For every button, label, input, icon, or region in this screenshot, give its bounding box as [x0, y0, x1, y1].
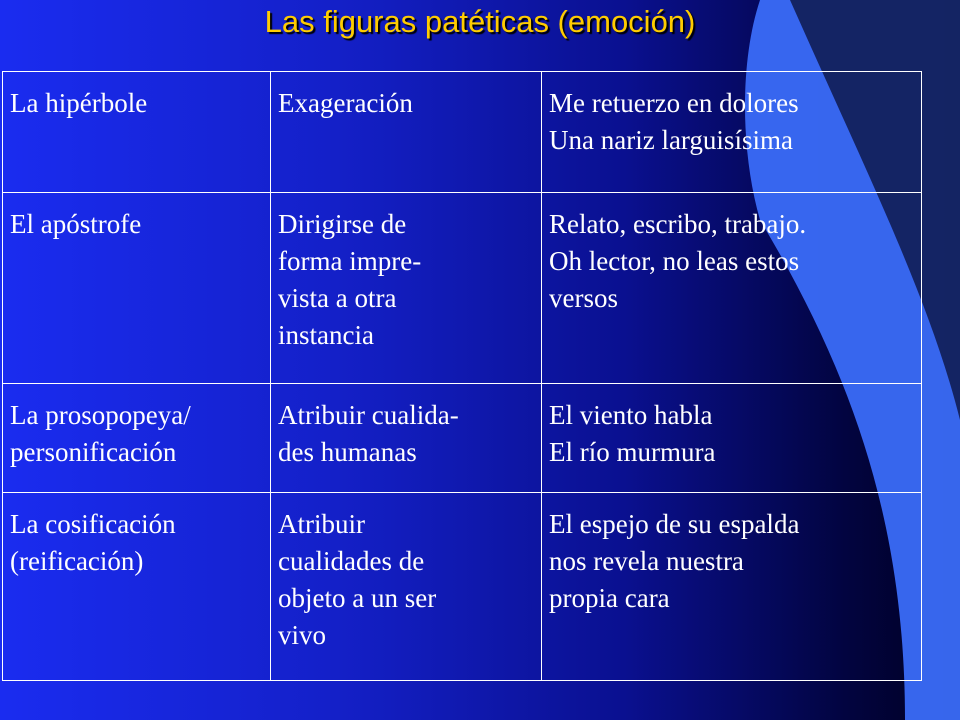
figure-name-cell: La prosopopeya/ personificación	[3, 384, 271, 493]
example-cell: El viento habla El río murmura	[542, 384, 922, 493]
figure-name-cell: El apóstrofe	[3, 193, 271, 384]
definition-cell: Dirigirse de forma impre- vista a otra instancia	[271, 193, 542, 384]
table-row	[3, 193, 922, 384]
definition-cell: Atribuir cualida- des humanas	[271, 384, 542, 493]
figures-table	[2, 71, 922, 681]
figure-name-cell: La hipérbole	[3, 72, 271, 193]
slide-title: Las figuras patéticas (emoción)	[264, 4, 696, 39]
table-row	[3, 72, 922, 193]
figure-name-cell: La cosificación (reificación)	[3, 493, 271, 681]
example-cell: Me retuerzo en dolores Una nariz larguisísima	[542, 72, 922, 193]
example-cell: El espejo de su espalda nos revela nuestra propia cara	[542, 493, 922, 681]
definition-cell: Atribuir cualidades de objeto a un ser vivo	[271, 493, 542, 681]
table-row	[3, 493, 922, 681]
definition-cell: Exageración	[271, 72, 542, 193]
table-row	[3, 384, 922, 493]
example-cell: Relato, escribo, trabajo. Oh lector, no leas estos versos	[542, 193, 922, 384]
